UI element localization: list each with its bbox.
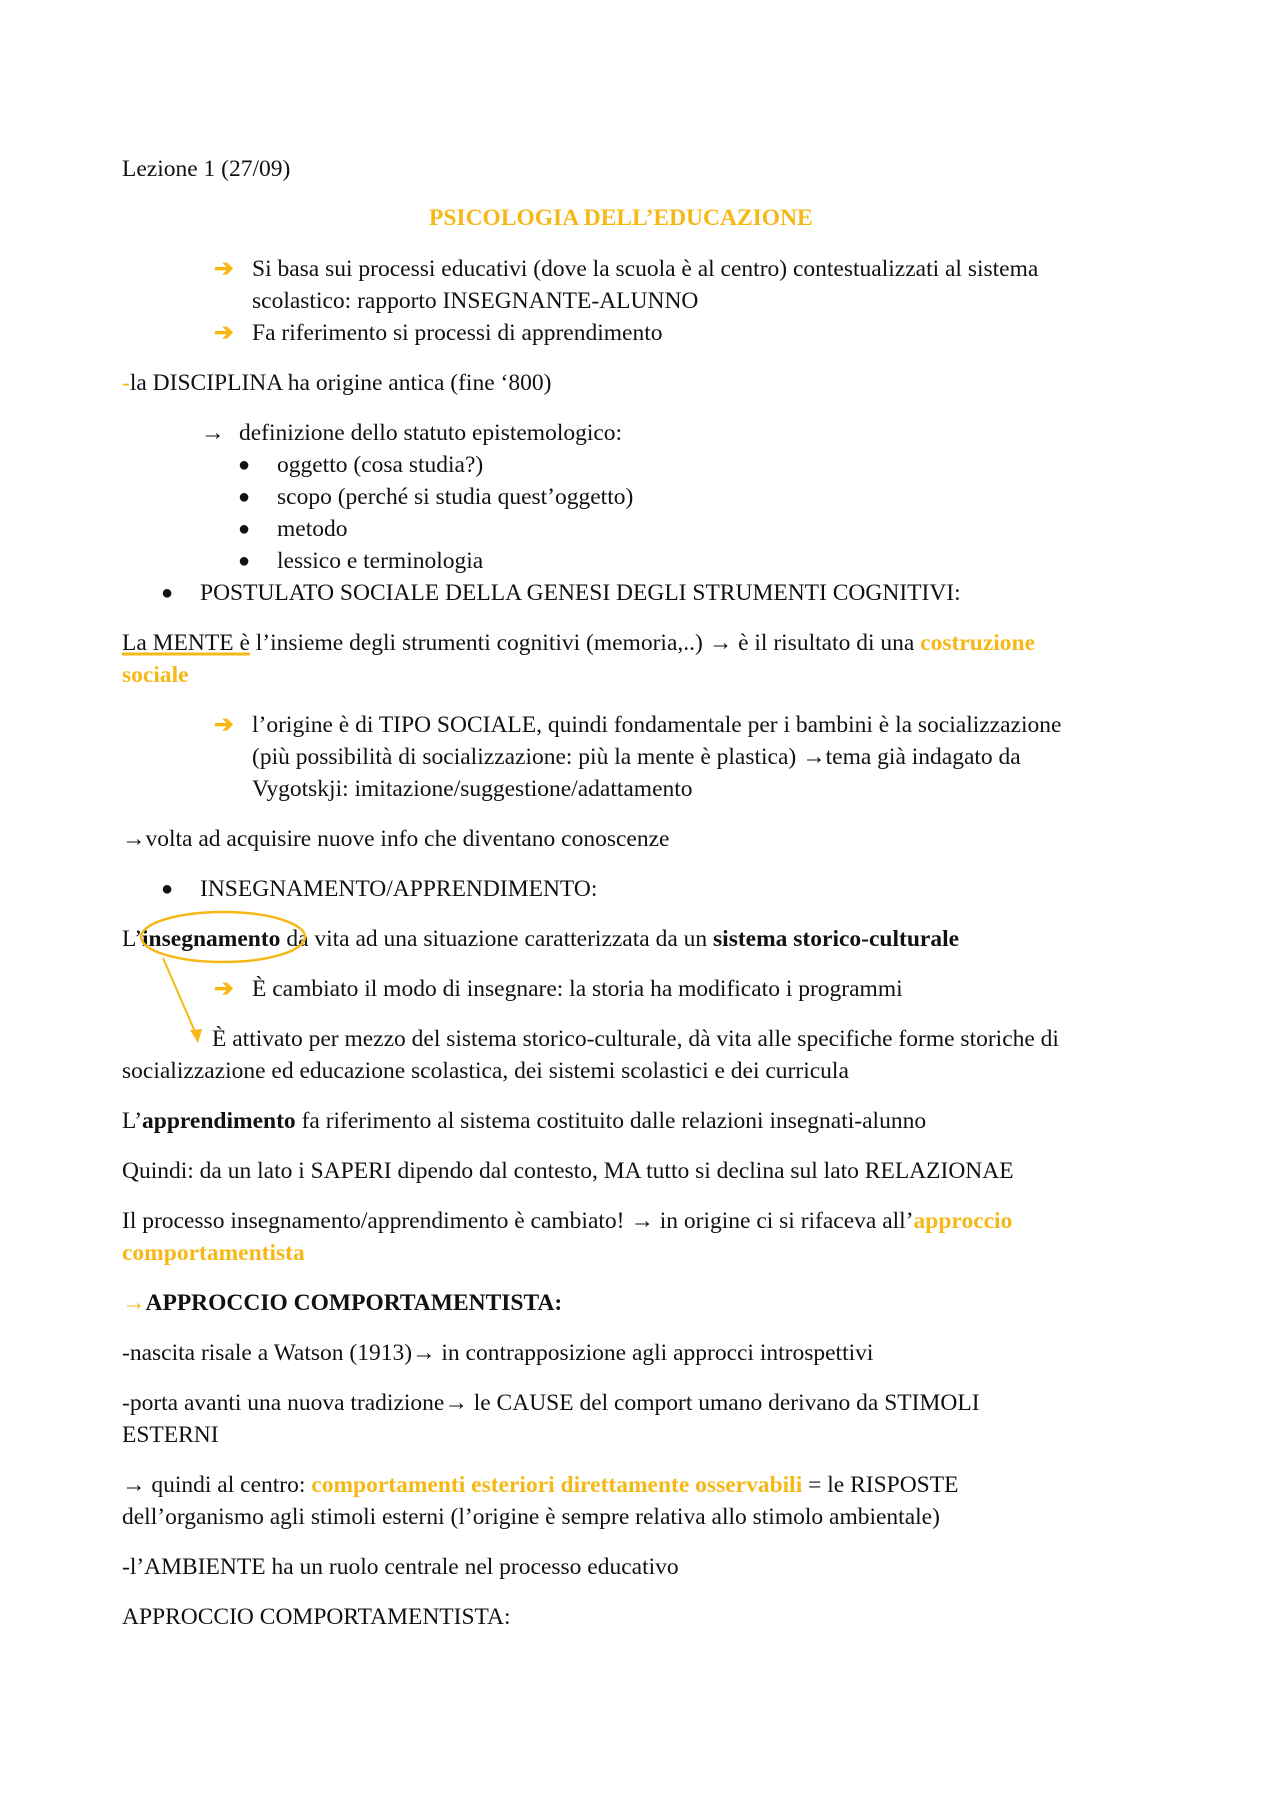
definizione-line: definizione dello statuto epistemologico: bbox=[239, 420, 623, 446]
bullet-item: oggetto (cosa studia?) bbox=[277, 452, 484, 478]
origine-line-3: Vygotskji: imitazione/suggestione/adattamento bbox=[252, 776, 693, 802]
intro-item-2: Fa riferimento si processi di apprendimento bbox=[252, 320, 663, 346]
origine-line-2: (più possibilità di socializzazione: più la mente è plastica) →tema già indagato da bbox=[252, 744, 1021, 770]
approccio-highlight: approccio bbox=[913, 1208, 1013, 1234]
annotation-arrowhead-icon bbox=[190, 1029, 202, 1043]
lesson-header: Lezione 1 (27/09) bbox=[122, 156, 291, 182]
apprendimento-term: apprendimento bbox=[142, 1108, 296, 1134]
porta-line-2: ESTERNI bbox=[122, 1422, 219, 1448]
origine-line-1: l’origine è di TIPO SOCIALE, quindi fondamentale per i bambini è la socializzazione bbox=[252, 712, 1062, 738]
bullet-icon: ● bbox=[161, 582, 174, 604]
quindi-centro-post: = le RISPOSTE bbox=[802, 1472, 959, 1498]
arrow-right-icon: ➔ bbox=[214, 256, 234, 282]
attivato-line-1: È attivato per mezzo del sistema storico-culturale, dà vita alle specifiche forme storiche di bbox=[212, 1026, 1059, 1052]
bullet-icon: ● bbox=[238, 486, 251, 508]
comportamentista-highlight: comportamentista bbox=[122, 1240, 305, 1266]
arrow-right-icon: → bbox=[201, 420, 225, 446]
bullet-icon: ● bbox=[161, 878, 174, 900]
insegnamento-pre: L’ bbox=[122, 926, 143, 952]
insegnamento-term: insegnamento bbox=[142, 926, 281, 952]
volta-line: →volta ad acquisire nuove info che diventano conoscenze bbox=[122, 826, 670, 852]
final-heading: APPROCCIO COMPORTAMENTISTA: bbox=[122, 1604, 511, 1630]
intro-item-1-line-1: Si basa sui processi educativi (dove la scuola è al centro) contestualizzati al sistema bbox=[252, 256, 1039, 282]
arrow-right-icon: → bbox=[122, 1290, 146, 1316]
arrow-right-icon: ➔ bbox=[214, 320, 234, 346]
insegnamento-line bbox=[122, 923, 959, 955]
attivato-line-2: socializzazione ed educazione scolastica, dei sistemi scolastici e dei curricula bbox=[122, 1058, 849, 1084]
arrow-right-icon: ➔ bbox=[214, 712, 234, 738]
postulato-heading: POSTULATO SOCIALE DELLA GENESI DEGLI STRUMENTI COGNITIVI: bbox=[200, 580, 961, 606]
porta-line-1: -porta avanti una nuova tradizione→ le CAUSE del comport umano derivano da STIMOLI bbox=[122, 1390, 980, 1416]
processo-line-1 bbox=[122, 1205, 1012, 1237]
quindi-centro-pre: → quindi al centro: bbox=[122, 1472, 312, 1498]
ambiente-line: -l’AMBIENTE ha un ruolo centrale nel processo educativo bbox=[122, 1554, 679, 1580]
bullet-item: lessico e terminologia bbox=[277, 548, 484, 574]
processo-text: Il processo insegnamento/apprendimento è cambiato! → in origine ci si rifaceva all’ bbox=[122, 1208, 914, 1234]
quindi-line: Quindi: da un lato i SAPERI dipendo dal contesto, MA tutto si declina sul lato RELAZIONAE bbox=[122, 1158, 1014, 1184]
nascita-line: -nascita risale a Watson (1913)→ in contrapposizione agli approcci introspettivi bbox=[122, 1340, 874, 1366]
annotation-arrow-line bbox=[163, 958, 196, 1034]
insegnamento-heading: INSEGNAMENTO/APPRENDIMENTO: bbox=[200, 876, 598, 902]
costruzione-highlight: costruzione bbox=[920, 630, 1036, 656]
insegnamento-mid: dà vita ad una situazione caratterizzata da un bbox=[280, 926, 714, 952]
arrow-right-icon: ➔ bbox=[214, 976, 234, 1002]
apprendimento-pre: L’ bbox=[122, 1108, 143, 1134]
bullet-icon: ● bbox=[238, 518, 251, 540]
approccio-heading-text: APPROCCIO COMPORTAMENTISTA: bbox=[145, 1290, 563, 1316]
bullet-item: scopo (perché si studia quest’oggetto) bbox=[277, 484, 634, 510]
mente-text: è l’insieme degli strumenti cognitivi (memoria,..) → è il risultato di una bbox=[233, 630, 921, 656]
la-mente-term: La MENTE bbox=[122, 630, 234, 656]
approccio-heading bbox=[122, 1287, 562, 1319]
apprendimento-rest: fa riferimento al sistema costituito dalle relazioni insegnati-alunno bbox=[295, 1108, 927, 1134]
sistema-term: sistema storico-culturale bbox=[713, 926, 960, 952]
intro-item-1-line-2: scolastico: rapporto INSEGNANTE-ALUNNO bbox=[252, 288, 699, 314]
cambiato-line: È cambiato il modo di insegnare: la storia ha modificato i programmi bbox=[252, 976, 903, 1002]
quindi-centro-line-1 bbox=[122, 1469, 958, 1501]
mente-line-1 bbox=[122, 627, 1035, 659]
comportamenti-highlight: comportamenti esteriori direttamente osservabili bbox=[311, 1472, 803, 1498]
apprendimento-line bbox=[122, 1105, 926, 1137]
disciplina-text: la DISCIPLINA ha origine antica (fine ‘800) bbox=[129, 370, 552, 396]
disciplina-line bbox=[122, 367, 551, 399]
quindi-centro-line-2: dell’organismo agli stimoli esterni (l’origine è sempre relativa allo stimolo ambientale) bbox=[122, 1504, 940, 1530]
sociale-highlight: sociale bbox=[122, 662, 189, 688]
bullet-item: metodo bbox=[277, 516, 348, 542]
bullet-icon: ● bbox=[238, 454, 251, 476]
bullet-icon: ● bbox=[238, 550, 251, 572]
page-title: PSICOLOGIA DELL’EDUCAZIONE bbox=[429, 205, 813, 231]
disciplina-dash: - bbox=[122, 370, 130, 396]
